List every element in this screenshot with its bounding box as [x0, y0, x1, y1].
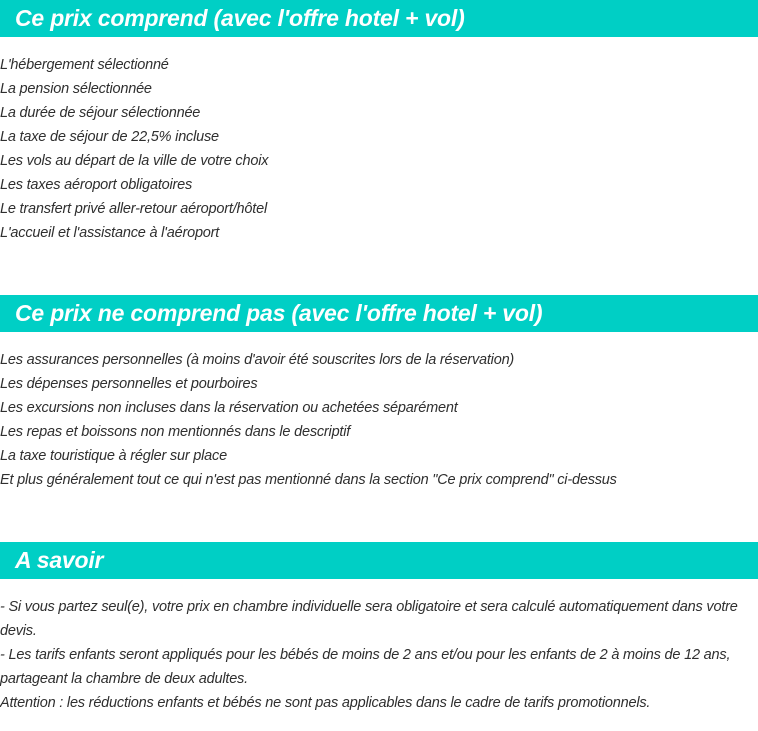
list-item: La pension sélectionnée	[0, 81, 152, 97]
includes-list	[0, 53, 758, 245]
list-item: Et plus généralement tout ce qui n'est pas mentionné dans la section "Ce prix comprend" ci-dessus	[0, 472, 617, 488]
paragraph: - Si vous partez seul(e), votre prix en chambre individuelle sera obligatoire et sera calculé automatiquement dans votre devis.	[0, 599, 738, 639]
list-item: La taxe de séjour de 22,5% incluse	[0, 129, 219, 145]
list-item: Les repas et boissons non mentionnés dans le descriptif	[0, 424, 351, 440]
excludes-list	[0, 348, 758, 492]
list-item: La durée de séjour sélectionnée	[0, 105, 201, 121]
list-item: L'accueil et l'assistance à l'aéroport	[0, 225, 220, 241]
list-item: Le transfert privé aller-retour aéroport/hôtel	[0, 201, 267, 217]
list-item: Les dépenses personnelles et pourboires	[0, 376, 258, 392]
paragraph: - Les tarifs enfants seront appliqués pour les bébés de moins de 2 ans et/ou pour les enfants de 2 à moins de 12 ans, partageant la chambre de deux adultes.	[0, 647, 731, 687]
paragraph: Attention : les réductions enfants et bébés ne sont pas applicables dans le cadre de tarifs promotionnels.	[0, 695, 651, 711]
good-to-know-text	[0, 595, 754, 715]
list-item: L'hébergement sélectionné	[0, 57, 169, 73]
list-item: Les excursions non incluses dans la réservation ou achetées séparément	[0, 400, 458, 416]
list-item: Les assurances personnelles (à moins d'avoir été souscrites lors de la réservation)	[0, 352, 515, 368]
excludes-section-title: Ce prix ne comprend pas (avec l'offre hotel + vol)	[0, 295, 758, 332]
list-item: Les vols au départ de la ville de votre choix	[0, 153, 269, 169]
good-to-know-section-title: A savoir	[0, 542, 758, 579]
list-item: Les taxes aéroport obligatoires	[0, 177, 193, 193]
list-item: La taxe touristique à régler sur place	[0, 448, 227, 464]
includes-section-title: Ce prix comprend (avec l'offre hotel + vol)	[0, 0, 758, 37]
